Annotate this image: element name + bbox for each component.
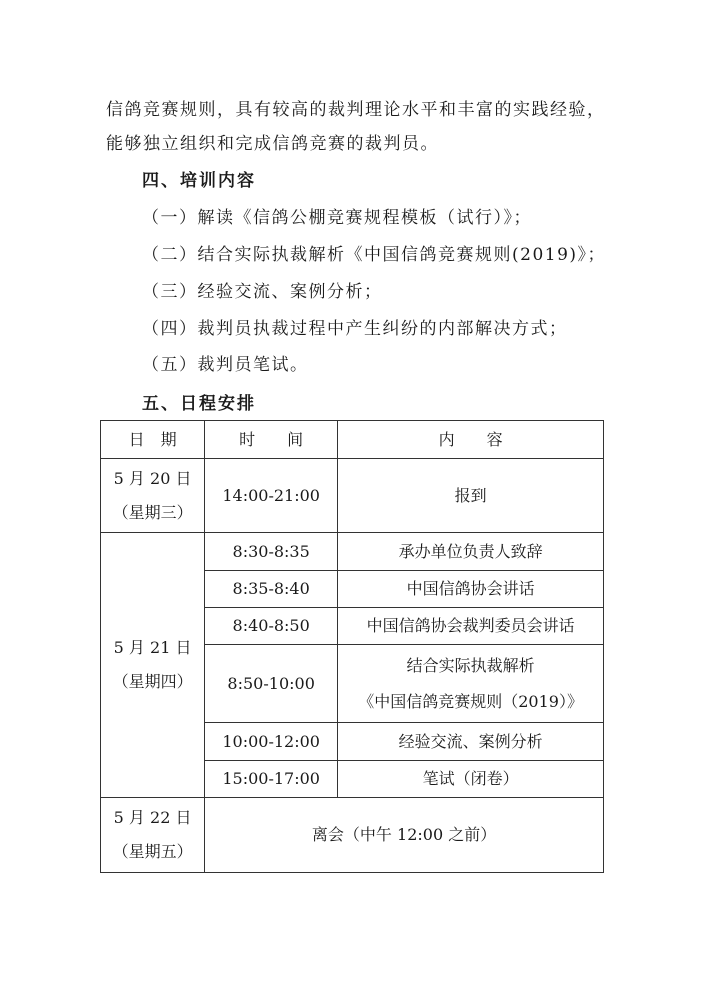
weekday-day3: （星期五） (112, 842, 193, 861)
section-5-title: 五、日程安排 (142, 394, 256, 414)
weekday-day1: （星期三） (112, 502, 193, 522)
content-line-1: 结合实际执裁解析 (406, 655, 535, 675)
content-cell: 离会（中午 12:00 之前） (205, 798, 604, 873)
section-4-title: 四、培训内容 (142, 171, 256, 191)
table-row (101, 798, 604, 873)
date-cell-day3 (101, 798, 205, 873)
date-day3: 5 月 22 日 (113, 808, 192, 827)
date-day2: 5 月 21 日 (113, 638, 192, 657)
header-content: 内 容 (338, 421, 604, 459)
section-4-item-5: （五）裁判员笔试。 (142, 355, 309, 375)
time-cell: 8:50-10:00 (205, 645, 338, 723)
header-date: 日 期 (101, 421, 205, 459)
time-cell: 8:40-8:50 (205, 608, 338, 645)
time-cell: 8:30-8:35 (205, 533, 338, 571)
weekday-day2: （星期四） (112, 672, 193, 691)
content-cell (338, 645, 604, 723)
time-cell: 8:35-8:40 (205, 571, 338, 608)
table-header-row (101, 421, 604, 459)
date-cell-day2 (101, 533, 205, 798)
schedule-table (100, 420, 604, 873)
content-cell: 报到 (338, 459, 604, 533)
paragraph-line-2: 能够独立组织和完成信鸽竞赛的裁判员。 (106, 134, 439, 154)
section-4-item-1: （一）解读《信鸽公棚竞赛规程模板（试行）》； (142, 208, 532, 228)
header-time: 时 间 (205, 421, 338, 459)
content-line-2: 《中国信鸽竞赛规则（2019）》 (358, 691, 583, 711)
section-4-item-3: （三）经验交流、案例分析； (142, 282, 383, 302)
content-cell: 笔试（闭卷） (338, 761, 604, 798)
date-cell-day1 (101, 459, 205, 533)
content-cell: 中国信鸽协会讲话 (338, 571, 604, 608)
date-day1: 5 月 20 日 (113, 468, 192, 488)
table-row (101, 459, 604, 533)
time-cell: 15:00-17:00 (205, 761, 338, 798)
content-cell: 承办单位负责人致辞 (338, 533, 604, 571)
section-4-item-4: （四）裁判员执裁过程中产生纠纷的内部解决方式； (142, 319, 568, 339)
content-cell: 中国信鸽协会裁判委员会讲话 (338, 608, 604, 645)
content-cell: 经验交流、案例分析 (338, 723, 604, 761)
time-cell: 14:00-21:00 (205, 459, 338, 533)
time-cell: 10:00-12:00 (205, 723, 338, 761)
paragraph-line-1: 信鸽竞赛规则，具有较高的裁判理论水平和丰富的实践经验， (106, 100, 606, 120)
section-4-item-2: （二）结合实际执裁解析《中国信鸽竞赛规则(2019)》； (142, 245, 607, 265)
table-row (101, 533, 604, 571)
